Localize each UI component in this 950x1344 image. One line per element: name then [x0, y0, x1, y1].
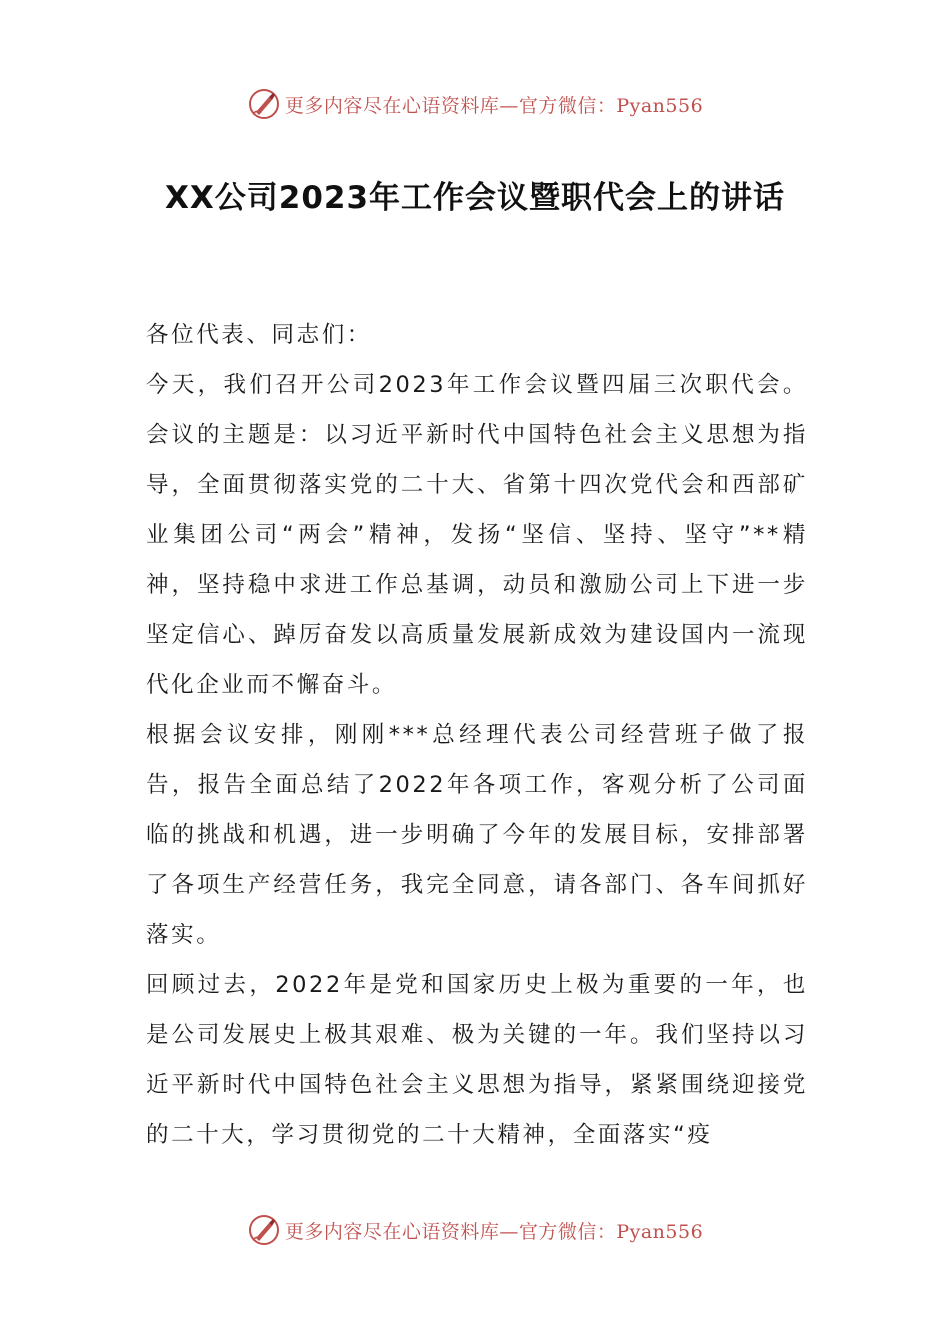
document-body	[146, 310, 808, 1160]
header-watermark	[0, 84, 950, 124]
paragraph: 回顾过去，2022年是党和国家历史上极为重要的一年，也是公司发展史上极其艰难、极为关键的一年。我们坚持以习近平新时代中国特色社会主义思想为指导，紧紧围绕迎接党的二十大，学习贯彻党的二十大精神，全面落实“疫	[146, 972, 808, 1148]
watermark-text: 更多内容尽在心语资料库—官方微信：Pyan556	[284, 1220, 704, 1243]
paragraph-salutation: 各位代表、同志们：	[146, 322, 372, 348]
watermark-text: 更多内容尽在心语资料库—官方微信：Pyan556	[284, 94, 704, 117]
pen-logo-icon	[247, 1213, 281, 1247]
paragraph: 根据会议安排，刚刚***总经理代表公司经营班子做了报告，报告全面总结了2022年各项工作，客观分析了公司面临的挑战和机遇，进一步明确了今年的发展目标，安排部署了各项生产经营任务，我完全同意，请各部门、各车间抓好落实。	[146, 722, 808, 948]
footer-watermark	[0, 1210, 950, 1250]
paragraph: 今天，我们召开公司2023年工作会议暨四届三次职代会。会议的主题是：以习近平新时代中国特色社会主义思想为指导，全面贯彻落实党的二十大、省第十四次党代会和西部矿业集团公司“两会”精神，发扬“坚信、坚持、坚守”**精神，坚持稳中求进工作总基调，动员和激励公司上下进一步坚定信心、踔厉奋发以高质量发展新成效为建设国内一流现代化企业而不懈奋斗。	[146, 372, 808, 698]
document-title: XX公司2023年工作会议暨职代会上的讲话	[164, 180, 786, 216]
pen-logo-icon	[247, 87, 281, 121]
